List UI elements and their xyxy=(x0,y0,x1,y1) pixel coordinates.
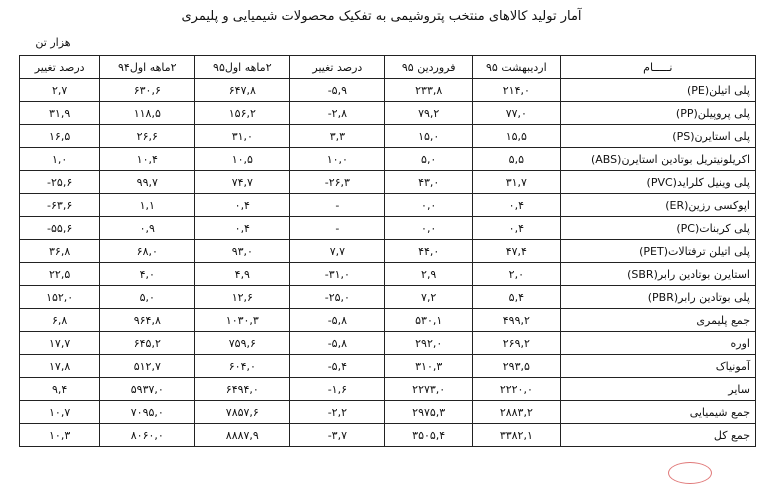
value-cell: ۰,۴ xyxy=(195,194,290,217)
table-body xyxy=(20,79,756,447)
product-name-cell: پلی کربنات(PC) xyxy=(560,217,755,240)
value-cell: ۲۶۹,۲ xyxy=(473,332,561,355)
value-cell: ۱۰,۴ xyxy=(100,148,195,171)
table-row xyxy=(20,125,756,148)
value-cell: ۳۱,۰ xyxy=(195,125,290,148)
product-name-cell: پلی بوتادین رابر(PBR) xyxy=(560,286,755,309)
value-cell: -۲,۸ xyxy=(290,102,385,125)
red-stamp-mark xyxy=(668,462,712,484)
value-cell: ۰,۰ xyxy=(385,194,473,217)
value-cell: ۶۴۹۴,۰ xyxy=(195,378,290,401)
value-cell: ۱۰,۷ xyxy=(20,401,100,424)
value-cell: ۱۶,۵ xyxy=(20,125,100,148)
value-cell: ۲,۰ xyxy=(473,263,561,286)
value-cell: ۷,۷ xyxy=(290,240,385,263)
value-cell: ۲۹۷۵,۳ xyxy=(385,401,473,424)
value-cell: ۳۱,۹ xyxy=(20,102,100,125)
product-name-cell: استایرن بوتادین رابر(SBR) xyxy=(560,263,755,286)
product-name-cell: پلی پروپیلن(PP) xyxy=(560,102,755,125)
value-cell: ۱۵۲,۰ xyxy=(20,286,100,309)
value-cell: -۳,۷ xyxy=(290,424,385,447)
table-row xyxy=(20,217,756,240)
value-cell: ۱۵,۰ xyxy=(385,125,473,148)
value-cell: ۷۹,۲ xyxy=(385,102,473,125)
value-cell: ۴۷,۴ xyxy=(473,240,561,263)
value-cell: ۲,۷ xyxy=(20,79,100,102)
table-row xyxy=(20,286,756,309)
value-cell: ۴۳,۰ xyxy=(385,171,473,194)
value-cell: -۵,۹ xyxy=(290,79,385,102)
value-cell: ۰,۴ xyxy=(473,217,561,240)
value-cell: ۰,۰ xyxy=(385,217,473,240)
value-cell: ۹۹,۷ xyxy=(100,171,195,194)
table-title: آمار تولید کالاهای منتخب پتروشیمی به تفکیک محصولات شیمیایی و پلیمری xyxy=(181,9,582,24)
value-cell: ۵۳۰,۱ xyxy=(385,309,473,332)
product-name-cell: جمع شیمیایی xyxy=(560,401,755,424)
value-cell: ۶۴۷,۸ xyxy=(195,79,290,102)
value-cell: ۶۳۰,۶ xyxy=(100,79,195,102)
value-cell: ۷۴,۷ xyxy=(195,171,290,194)
production-table xyxy=(19,55,756,447)
value-cell: ۲۲۷۳,۰ xyxy=(385,378,473,401)
value-cell: ۱۰,۳ xyxy=(20,424,100,447)
value-cell: ۳۶,۸ xyxy=(20,240,100,263)
value-cell: ۰,۴ xyxy=(195,217,290,240)
value-cell: ۱۲,۶ xyxy=(195,286,290,309)
value-cell: ۸۰۶۰,۰ xyxy=(100,424,195,447)
value-cell: ۲۲۲۰,۰ xyxy=(473,378,561,401)
value-cell: -۳۱,۰ xyxy=(290,263,385,286)
value-cell: ۵۱۲,۷ xyxy=(100,355,195,378)
value-cell: ۴۹۹,۲ xyxy=(473,309,561,332)
column-header-2: فروردین ۹۵ xyxy=(385,56,473,79)
value-cell: - xyxy=(290,217,385,240)
value-cell: ۷۷,۰ xyxy=(473,102,561,125)
value-cell: -۱,۶ xyxy=(290,378,385,401)
value-cell: ۵,۰ xyxy=(385,148,473,171)
value-cell: ۲۱۴,۰ xyxy=(473,79,561,102)
value-cell: ۹,۴ xyxy=(20,378,100,401)
value-cell: ۲,۹ xyxy=(385,263,473,286)
product-name-cell: پلی اتیلن ترفتالات(PET) xyxy=(560,240,755,263)
product-name-cell: جمع کل xyxy=(560,424,755,447)
table-row xyxy=(20,378,756,401)
value-cell: ۹۳,۰ xyxy=(195,240,290,263)
value-cell: ۶۸,۰ xyxy=(100,240,195,263)
header-row xyxy=(20,56,756,79)
value-cell: ۲۲,۵ xyxy=(20,263,100,286)
value-cell: ۲۹۲,۰ xyxy=(385,332,473,355)
product-name-cell: پلی وینیل کلراید(PVC) xyxy=(560,171,755,194)
value-cell: ۱۵,۵ xyxy=(473,125,561,148)
product-name-cell: سایر xyxy=(560,378,755,401)
value-cell: ۳,۳ xyxy=(290,125,385,148)
table-row xyxy=(20,102,756,125)
table-row xyxy=(20,424,756,447)
table-row xyxy=(20,194,756,217)
column-header-4: ۲ماهه اول۹۵ xyxy=(195,56,290,79)
value-cell: ۸۸۸۷,۹ xyxy=(195,424,290,447)
value-cell: ۳۱,۷ xyxy=(473,171,561,194)
column-header-6: درصد تغییر xyxy=(20,56,100,79)
product-name-cell: اوره xyxy=(560,332,755,355)
product-name-cell: آمونیاک xyxy=(560,355,755,378)
value-cell: ۰,۴ xyxy=(473,194,561,217)
value-cell: ۰,۹ xyxy=(100,217,195,240)
product-name-cell: پلی استایرن(PS) xyxy=(560,125,755,148)
value-cell: ۶۴۵,۲ xyxy=(100,332,195,355)
value-cell: ۱۷,۷ xyxy=(20,332,100,355)
unit-label: هزار تن xyxy=(35,36,71,49)
product-name-cell: اکریلونیتریل بوتادین استایرن(ABS) xyxy=(560,148,755,171)
product-name-cell: پلی اتیلن(PE) xyxy=(560,79,755,102)
table-row xyxy=(20,263,756,286)
table-row xyxy=(20,240,756,263)
value-cell: ۵,۰ xyxy=(100,286,195,309)
value-cell: ۲۹۳,۵ xyxy=(473,355,561,378)
value-cell: ۱,۱ xyxy=(100,194,195,217)
value-cell: ۶,۸ xyxy=(20,309,100,332)
value-cell: ۶۰۴,۰ xyxy=(195,355,290,378)
table-row xyxy=(20,332,756,355)
table-row xyxy=(20,148,756,171)
value-cell: ۱۷,۸ xyxy=(20,355,100,378)
value-cell: -۲,۲ xyxy=(290,401,385,424)
value-cell: ۷۵۹,۶ xyxy=(195,332,290,355)
value-cell: ۳۳۸۲,۱ xyxy=(473,424,561,447)
value-cell: -۲۶,۳ xyxy=(290,171,385,194)
product-name-cell: اپوکسی رزین(ER) xyxy=(560,194,755,217)
column-header-5: ۲ماهه اول۹۴ xyxy=(100,56,195,79)
value-cell: ۴,۰ xyxy=(100,263,195,286)
table-row xyxy=(20,79,756,102)
value-cell: -۲۵,۰ xyxy=(290,286,385,309)
value-cell: ۱۰,۵ xyxy=(195,148,290,171)
value-cell: ۵۹۳۷,۰ xyxy=(100,378,195,401)
value-cell: ۳۱۰,۳ xyxy=(385,355,473,378)
value-cell: ۷۸۵۷,۶ xyxy=(195,401,290,424)
value-cell: ۹۶۴,۸ xyxy=(100,309,195,332)
value-cell: -۶۳,۶ xyxy=(20,194,100,217)
value-cell: ۲۳۳,۸ xyxy=(385,79,473,102)
value-cell: ۱,۰ xyxy=(20,148,100,171)
value-cell: -۵۵,۶ xyxy=(20,217,100,240)
product-name-cell: جمع پلیمری xyxy=(560,309,755,332)
column-header-1: اردیبهشت ۹۵ xyxy=(473,56,561,79)
table-row xyxy=(20,309,756,332)
value-cell: -۵,۸ xyxy=(290,332,385,355)
column-header-0: نـــــام xyxy=(560,56,755,79)
value-cell: ۲۸۸۳,۲ xyxy=(473,401,561,424)
value-cell: ۷,۲ xyxy=(385,286,473,309)
table-row xyxy=(20,355,756,378)
value-cell: ۲۶,۶ xyxy=(100,125,195,148)
value-cell: -۵,۸ xyxy=(290,309,385,332)
value-cell: ۳۵۰۵,۴ xyxy=(385,424,473,447)
value-cell: -۲۵,۶ xyxy=(20,171,100,194)
value-cell: ۵,۵ xyxy=(473,148,561,171)
value-cell: ۴۴,۰ xyxy=(385,240,473,263)
value-cell: -۵,۴ xyxy=(290,355,385,378)
column-header-3: درصد تغییر xyxy=(290,56,385,79)
value-cell: - xyxy=(290,194,385,217)
table-row xyxy=(20,401,756,424)
table-row xyxy=(20,171,756,194)
value-cell: ۴,۹ xyxy=(195,263,290,286)
value-cell: ۱۱۸,۵ xyxy=(100,102,195,125)
value-cell: ۷۰۹۵,۰ xyxy=(100,401,195,424)
value-cell: ۱۰۳۰,۳ xyxy=(195,309,290,332)
value-cell: ۱۵۶,۲ xyxy=(195,102,290,125)
value-cell: ۵,۴ xyxy=(473,286,561,309)
value-cell: ۱۰,۰ xyxy=(290,148,385,171)
